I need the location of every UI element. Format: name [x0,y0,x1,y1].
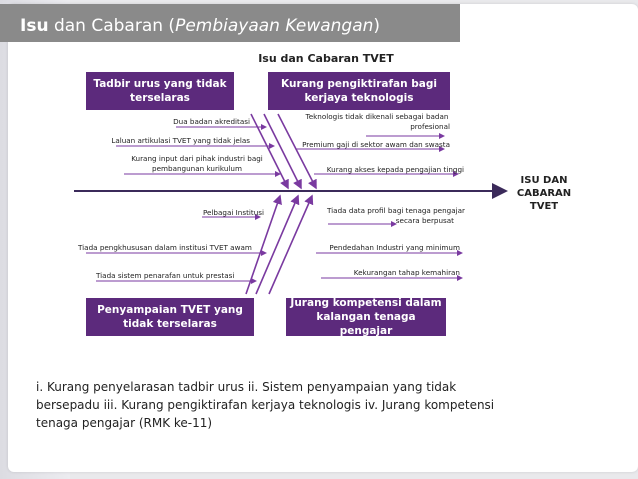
cause-label: Dua badan akreditasi [173,117,250,126]
cause-label: Kurang input dari pihak industri bagi [131,154,263,163]
fishbone-diagram [66,46,580,348]
cause-label: Pelbagai Institusi [202,208,264,217]
cause-label: Kurang akses kepada pengajian tinggi [326,165,464,174]
cause-label: profesional [410,122,450,131]
bone-top-right2 [278,114,316,188]
fishbone-head: ISU DAN CABARAN TVET [516,175,572,212]
cause-label: Pendedahan Industri yang minimum [329,243,460,252]
page-title: Isu dan Cabaran (Pembiayaan Kewangan) [20,16,381,36]
caption-text: i. Kurang penyelarasan tadbir urus ii. Sistem penyampaian yang tidak bersepadu iii. Kurang pengiktirafan kerjaya teknologis iv. Jurang kompetensi tenaga pengajar (RMK ke-11) [36,380,495,430]
cause-label: pembangunan kurikulum [152,164,242,173]
cause-label: secara berpusat [395,216,454,225]
category-box-competency: Jurang kompetensi dalam kalangan tenaga pengajar [286,298,446,336]
cause-label: Laluan artikulasi TVET yang tidak jelas [111,136,250,145]
category-box-delivery: Penyampaian TVET yang tidak terselaras [86,298,254,336]
cause-label: Tiada sistem penarafan untuk prestasi [96,271,235,280]
cause-label: Teknologis tidak dikenali sebagai badan [305,112,449,121]
cause-label: Tiada data profil bagi tenaga pengajar [327,206,465,215]
diagram-title: Isu dan Cabaran TVET [258,52,394,65]
cause-label: Tiada pengkhususan dalam institusi TVET awam [78,243,252,252]
category-box-recognition: Kurang pengiktirafan bagi kerjaya teknologis [268,72,450,110]
title-bar [0,4,460,42]
category-box-governance: Tadbir urus yang tidak terselaras [86,72,234,110]
cause-label: Premium gaji di sektor awam dan swasta [302,140,450,149]
cause-label: Kekurangan tahap kemahiran [353,268,460,277]
